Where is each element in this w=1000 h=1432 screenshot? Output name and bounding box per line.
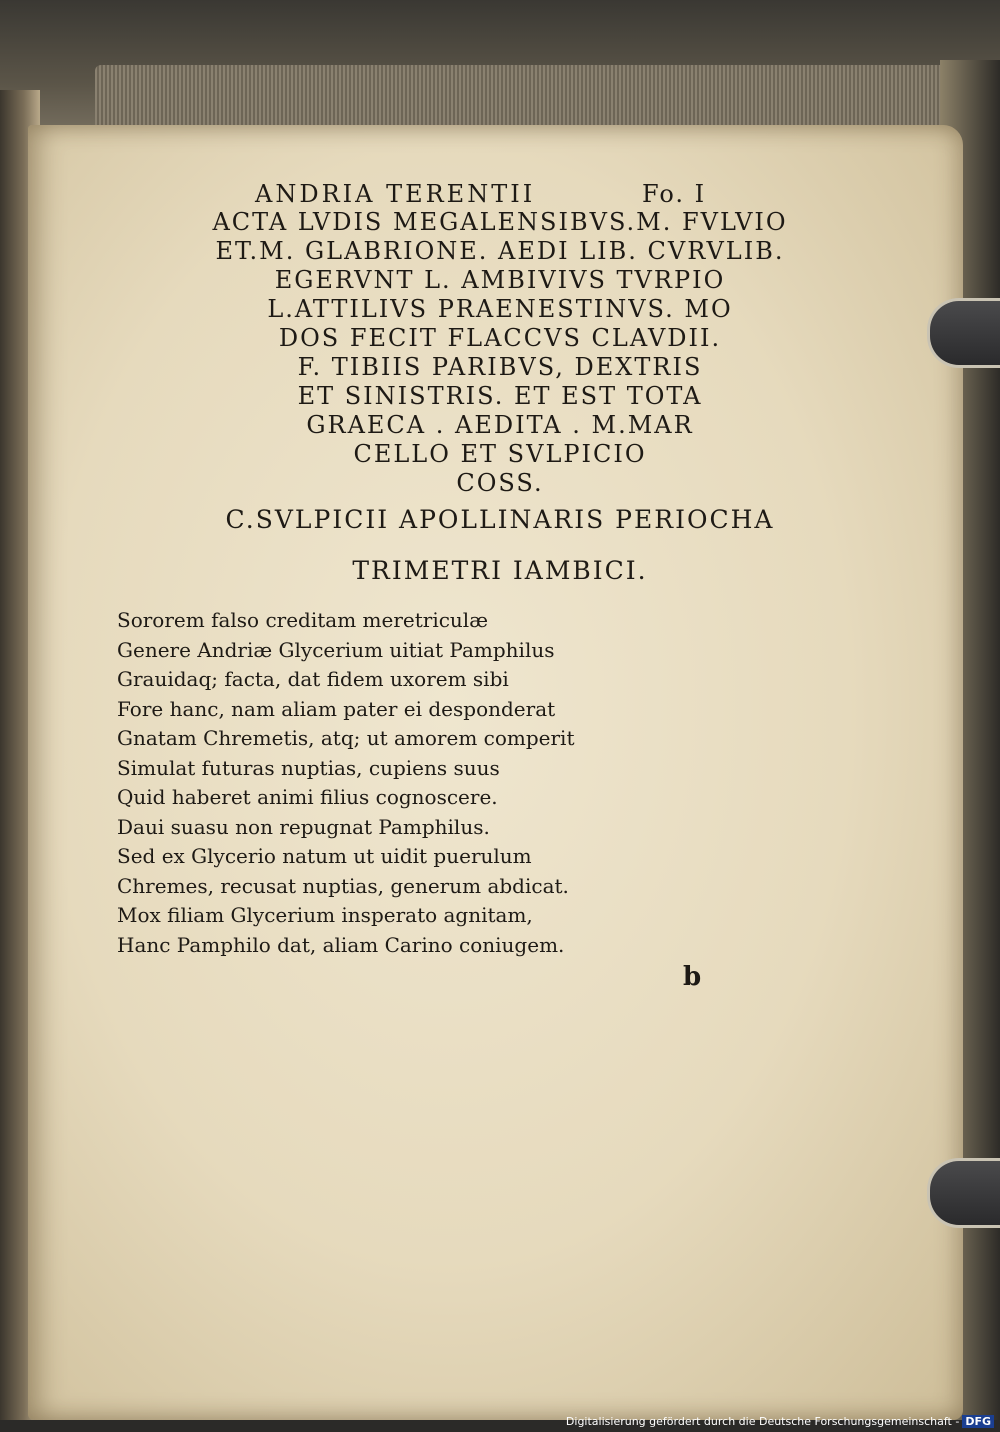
didascalia-line: DOS FECIT FLACCVS CLAVDII.: [278, 324, 722, 352]
didascalia-line: EGERVNT L. AMBIVIVS TVRPIO: [274, 266, 726, 294]
verse-line: Sed ex Glycerio natum ut uidit puerulum: [117, 844, 532, 868]
verse-line: Hanc Pamphilo dat, aliam Carino coniugem.: [117, 933, 565, 957]
verse-line: Genere Andriæ Glycerium uitiat Pamphilus: [117, 638, 555, 662]
verse-line: Daui suasu non repugnat Pamphilus.: [117, 815, 490, 839]
didascalia-line: ACTA LVDIS MEGALENSIBVS.M. FVLVIO: [212, 208, 788, 236]
didascalia-line: L.ATTILIVS PRAENESTINVS. MO: [267, 295, 733, 323]
verse-line: Gnatam Chremetis, atq; ut amorem comperit: [117, 726, 575, 750]
didascalia-line: COSS.: [456, 469, 544, 497]
didascalia-line: CELLO ET SVLPICIO: [353, 440, 647, 468]
verse-line: Chremes, recusat nuptias, generum abdicat.: [117, 874, 569, 898]
folio-number: Fo. I: [642, 180, 707, 208]
verse-line: Sororem falso creditam meretriculæ: [117, 608, 488, 632]
verse-line: Simulat futuras nuptias, cupiens suus: [117, 756, 500, 780]
didascalia-line: GRAECA . AEDITA . M.MAR: [306, 411, 694, 439]
meter-title: TRIMETRI IAMBICI.: [352, 556, 648, 585]
credit-text: Digitalisierung gefördert durch die Deutsche Forschungsgemeinschaft -: [565, 1415, 960, 1428]
didascalia-line: F. TIBIIS PARIBVS, DEXTRIS: [297, 353, 703, 381]
verse-line: Quid haberet animi filius cognoscere.: [117, 785, 498, 809]
signature-mark: b: [683, 962, 702, 992]
digitization-credit: [566, 1415, 994, 1428]
verse-line: Fore hanc, nam aliam pater ei desponderat: [117, 697, 556, 721]
verse-line: Grauidaq; facta, dat fidem uxorem sibi: [117, 667, 509, 691]
page-clip-bottom: [927, 1158, 1000, 1228]
didascalia-line: ET.M. GLABRIONE. AEDI LIB. CVRVLIB.: [215, 237, 785, 265]
verse-line: Mox filiam Glycerium insperato agnitam,: [117, 903, 533, 927]
periocha-title: C.SVLPICII APOLLINARIS PERIOCHA: [225, 505, 775, 534]
dfg-logo: DFG: [962, 1415, 994, 1428]
didascalia-line: ET SINISTRIS. ET EST TOTA: [297, 382, 703, 410]
running-title: ANDRIA TERENTII: [255, 180, 536, 208]
